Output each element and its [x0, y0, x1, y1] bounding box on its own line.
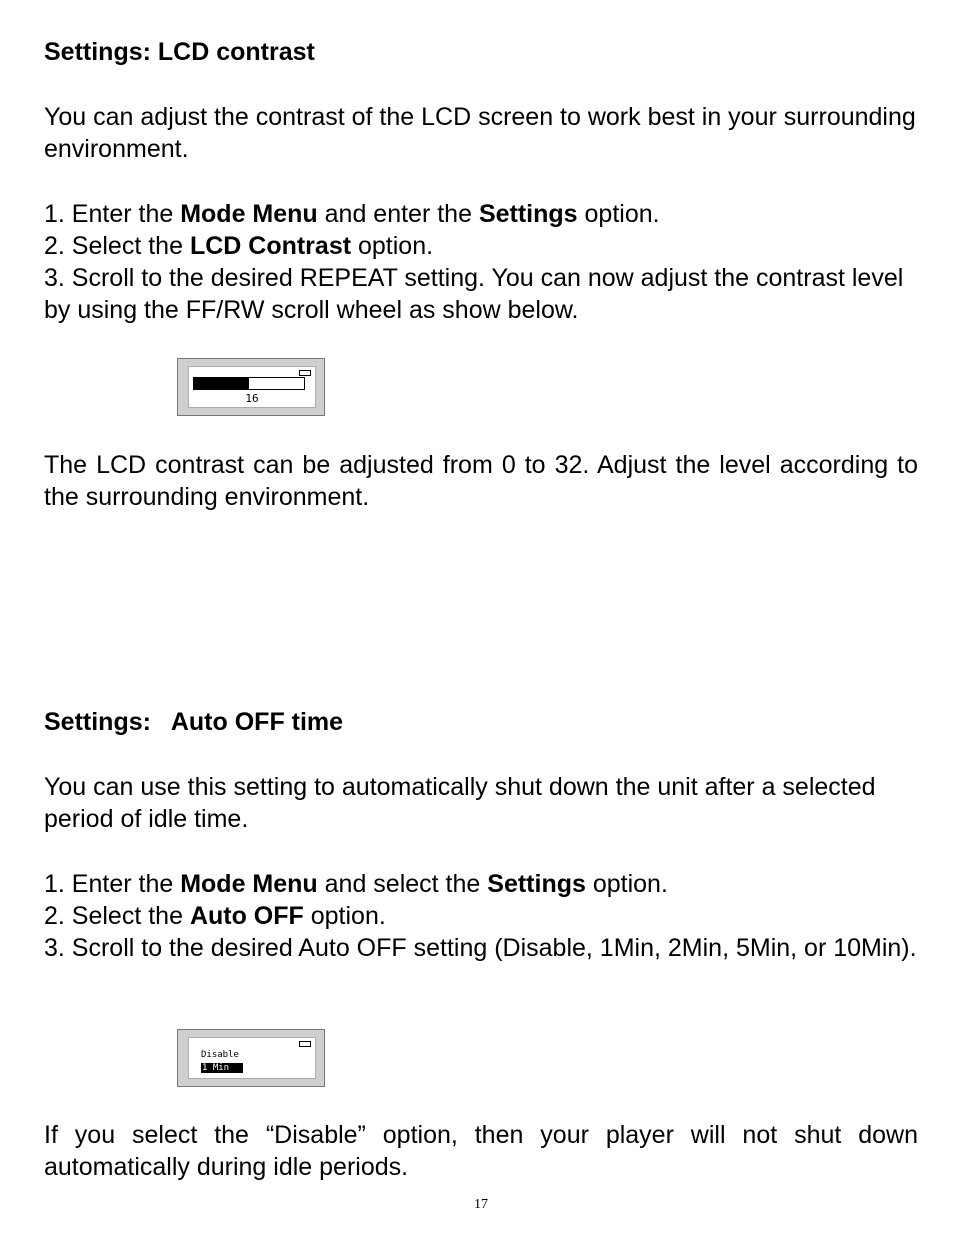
- step-2: 2. Select the Auto OFF option.: [44, 902, 386, 930]
- step-1: 1. Enter the Mode Menu and select the Settings option.: [44, 870, 668, 898]
- contrast-bar: [193, 377, 305, 390]
- battery-icon: [299, 1041, 311, 1047]
- battery-icon: [299, 370, 311, 376]
- section-heading-lcd-contrast: Settings: LCD contrast: [44, 38, 315, 66]
- step-2: 2. Select the LCD Contrast option.: [44, 232, 434, 260]
- lcd-contrast-screen-image: [177, 358, 325, 416]
- page-number: 17: [474, 1197, 488, 1212]
- step-3: 3. Scroll to the desired Auto OFF setting (Disable, 1Min, 2Min, 5Min, or 10Min).: [44, 934, 917, 962]
- lcd-screen: [188, 366, 316, 408]
- auto-off-steps: [44, 868, 918, 964]
- lcd-contrast-steps: [44, 198, 918, 326]
- contrast-value: 16: [245, 392, 259, 405]
- auto-off-screen-image: [177, 1029, 325, 1087]
- section-heading-auto-off: Settings: Auto OFF time: [44, 708, 344, 736]
- lcd-screen: [188, 1037, 316, 1079]
- auto-off-note: If you select the “Disable” option, then your player will not shut down automatically during idle periods.: [44, 1121, 918, 1181]
- lcd-contrast-intro: You can adjust the contrast of the LCD screen to work best in your surrounding environment.: [44, 103, 916, 163]
- lcd-contrast-note: The LCD contrast can be adjusted from 0 to 32. Adjust the level according to the surrounding environment.: [44, 451, 918, 511]
- menu-option-selected: 1 Min: [201, 1063, 243, 1073]
- menu-option-disable: Disable: [201, 1050, 239, 1060]
- step-1: 1. Enter the Mode Menu and enter the Settings option.: [44, 200, 660, 228]
- step-3: 3. Scroll to the desired REPEAT setting. You can now adjust the contrast level by using the FF/RW scroll wheel as show below.: [44, 264, 904, 324]
- auto-off-intro: You can use this setting to automatically shut down the unit after a selected period of idle time.: [44, 773, 876, 833]
- contrast-bar-fill: [194, 378, 249, 389]
